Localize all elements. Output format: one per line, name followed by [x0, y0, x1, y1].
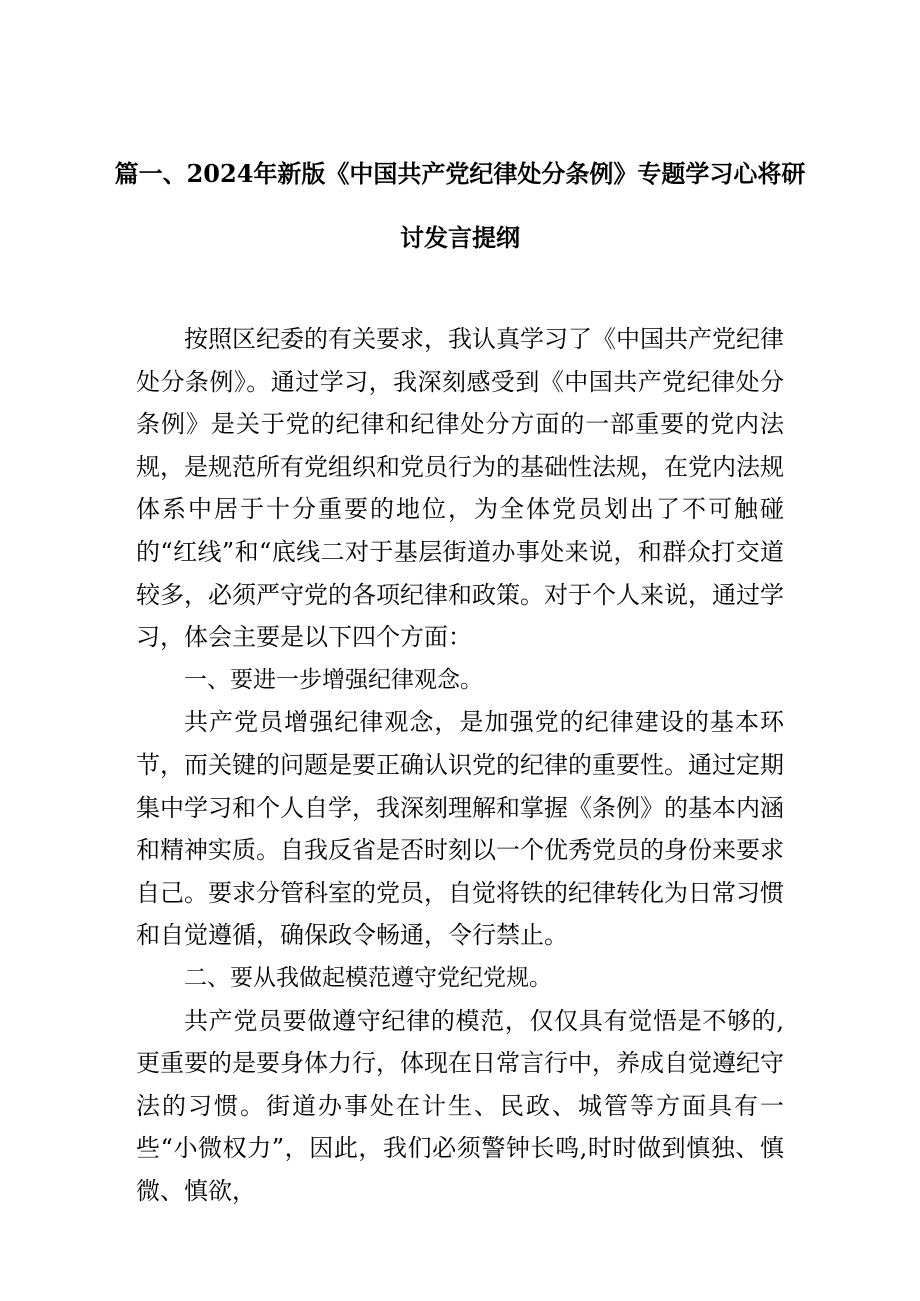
section-2-paragraph: 共产党员要做遵守纪律的模范，仅仅具有觉悟是不够的,更重要的是要身体力行，体现在日常言行中，养成自觉遵纪守法的习惯。街道办事处在计生、民政、城管等方面具有一些“小微权力”，因此，我们必须警钟长鸣,时时做到慎独、慎微、慎欲，	[136, 1006, 784, 1205]
document-title-line1: 篇一、2024年新版《中国共产党纪律处分条例》专题学习心将研	[114, 159, 806, 188]
intro-paragraph: 按照区纪委的有关要求，我认真学习了《中国共产党纪律处分条例》。通过学习，我深刻感受到《中国共产党纪律处分条例》是关于党的纪律和纪律处分方面的一部重要的党内法规，是规范所有党组织和党员行为的基础性法规，在党内法规体系中居于十分重要的地位，为全体党员划出了不可触碰的“红线”和“底线二对于基层街道办事处来说，和群众打交道较多，必须严守党的各项纪律和政策。对于个人来说，通过学习，体会主要是以下四个方面：	[136, 325, 784, 652]
section-2-heading: 二、要从我做起模范遵守党纪党规。	[184, 964, 552, 991]
document-body	[136, 318, 784, 1212]
section-1-paragraph: 共产党员增强纪律观念，是加强党的纪律建设的基本环节，而关键的问题是要正确认识党的纪律的重要性。通过定期集中学习和个人自学，我深刻理解和掌握《条例》的基本内涵和精神实质。自我反省是否时刻以一个优秀党员的身份来要求自己。要求分管科室的党员，自觉将铁的纪律转化为日常习惯和自觉遵循，确保政令畅通，令行禁止。	[136, 708, 784, 950]
section-1-heading: 一、要进一步增强纪律观念。	[184, 666, 483, 693]
document-title-line2: 讨发言提纲	[400, 223, 520, 252]
